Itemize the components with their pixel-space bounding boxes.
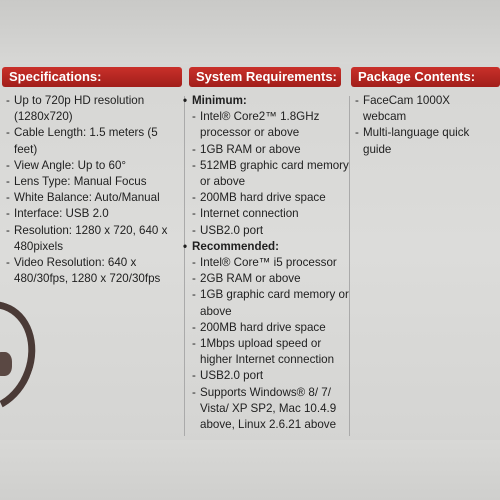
spec-item: - Resolution: 1280 x 720, 640 x 480pixels — [6, 223, 176, 255]
column-divider — [184, 96, 185, 436]
requirement-item: - 2GB RAM or above — [192, 271, 350, 287]
package-item: - FaceCam 1000X webcam — [355, 93, 495, 125]
system-requirements-header: System Requirements: — [189, 67, 341, 87]
specifications-list — [6, 93, 176, 287]
requirement-item: - USB2.0 port — [192, 223, 350, 239]
requirement-item: - Internet connection — [192, 206, 350, 222]
package-contents-header: Package Contents: — [351, 67, 500, 87]
requirement-item: - 1Mbps upload speed or higher Internet connection — [192, 336, 350, 368]
spec-item: - Video Resolution: 640 x 480/30fps, 1280 x 720/30fps — [6, 255, 176, 287]
requirement-item: - 200MB hard drive space — [192, 190, 350, 206]
spec-item: - Up to 720p HD resolution (1280x720) — [6, 93, 176, 125]
spec-item: - Cable Length: 1.5 meters (5 feet) — [6, 125, 176, 157]
spec-item: - Lens Type: Manual Focus — [6, 174, 176, 190]
requirement-item: - 1GB graphic card memory or above — [192, 287, 350, 319]
minimum-label: • Minimum: — [192, 93, 350, 109]
requirement-item: - 512MB graphic card memory or above — [192, 158, 350, 190]
spec-item: - White Balance: Auto/Manual — [6, 190, 176, 206]
box-top-surface — [0, 0, 500, 64]
requirement-item: - 1GB RAM or above — [192, 142, 350, 158]
requirement-item: - USB2.0 port — [192, 368, 350, 384]
system-requirements-list — [192, 93, 350, 433]
requirement-item: - Intel® Core2™ 1.8GHz processor or above — [192, 109, 350, 141]
spec-item: - View Angle: Up to 60° — [6, 158, 176, 174]
package-item: - Multi-language quick guide — [355, 125, 495, 157]
package-contents-list — [355, 93, 495, 158]
requirement-item: - Intel® Core™ i5 processor — [192, 255, 350, 271]
webcam-cable-clip — [0, 352, 12, 376]
requirement-item: - 200MB hard drive space — [192, 320, 350, 336]
requirement-item: - Supports Windows® 8/ 7/ Vista/ XP SP2, Mac 10.4.9 above, Linux 2.6.21 above — [192, 385, 350, 434]
spec-item: - Interface: USB 2.0 — [6, 206, 176, 222]
recommended-label: • Recommended: — [192, 239, 350, 255]
box-bottom-surface — [0, 440, 500, 500]
specifications-header: Specifications: — [2, 67, 182, 87]
